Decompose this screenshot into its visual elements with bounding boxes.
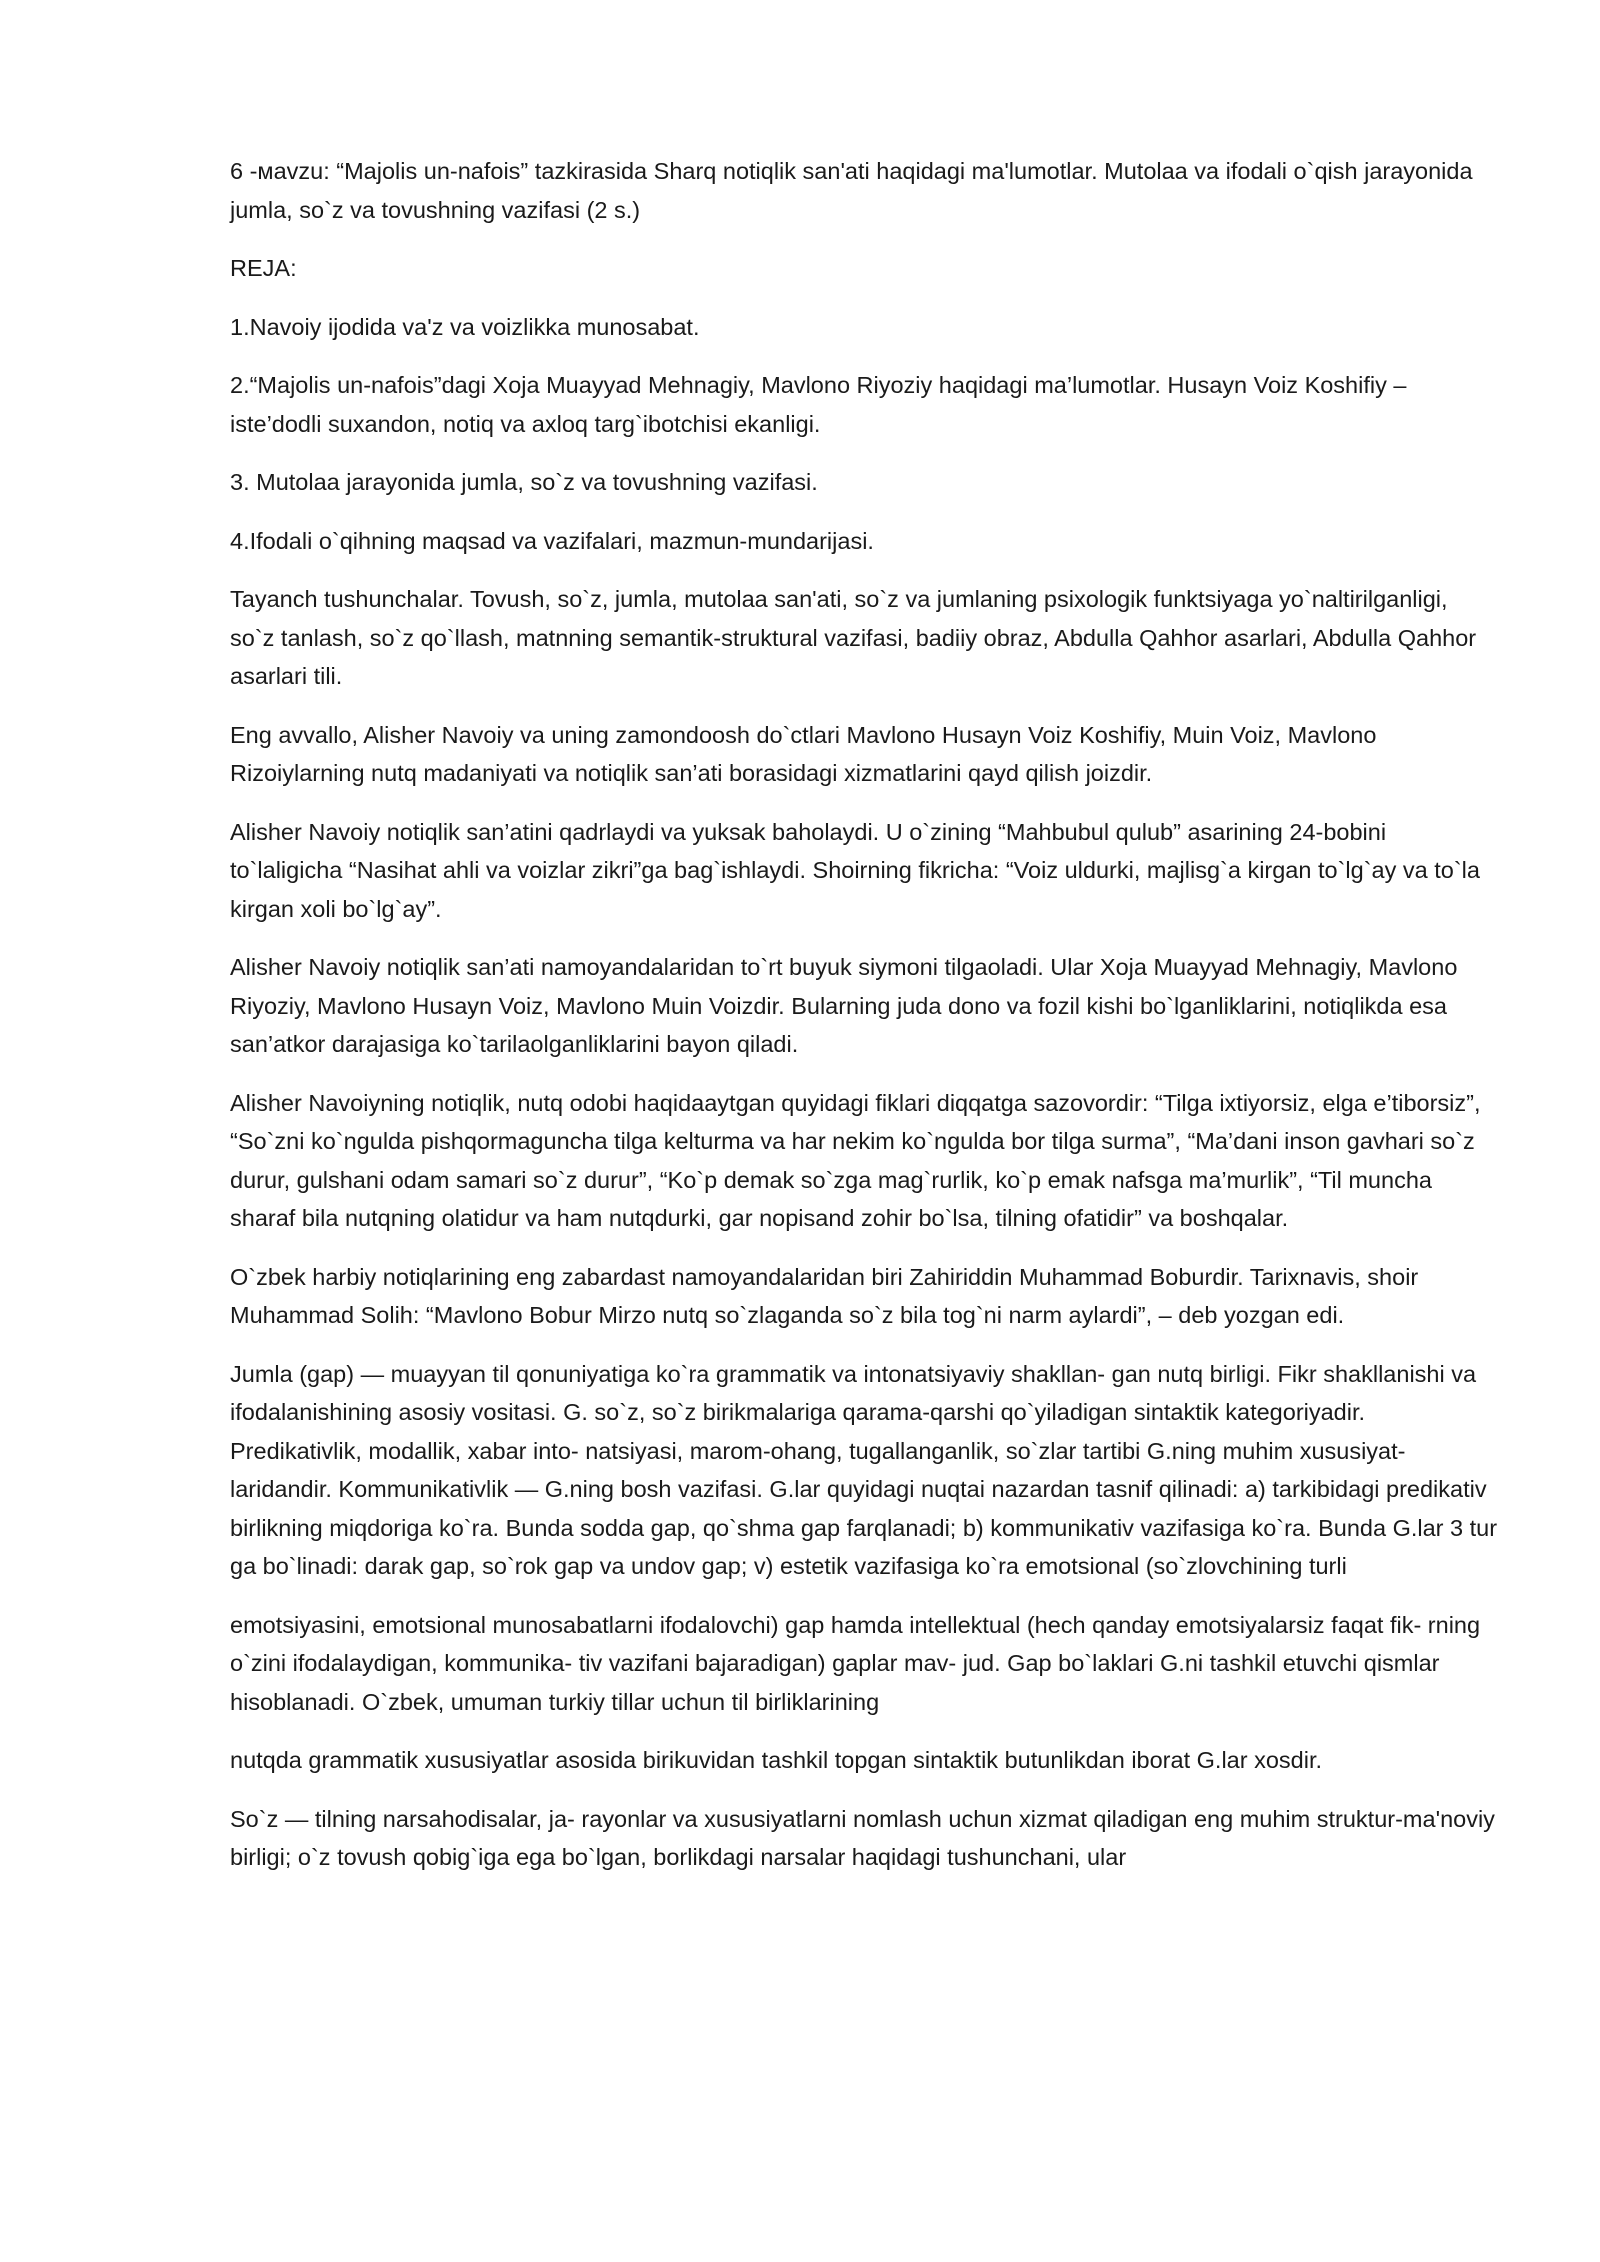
plan-item-4: 4.Ifodali o`qihning maqsad va vazifalari, mazmun-mundarijasi. [230, 527, 874, 554]
body-paragraph: Alisher Navoiy notiqlik san’atini qadrlaydi va yuksak baholaydi. U o`zining “Mahbubul qulub” asarining 24-bobini to`laligicha “Nasihat ahli va voizlar zikri”ga bag`ishlaydi. Shoirning fikricha: “Voiz uldurki, majlisg`a kirgan to`lg`ay va to`la kirgan xoli bo`lg`ay”. [230, 818, 1480, 922]
document-page [230, 152, 1498, 1897]
body-paragraph: nutqda grammatik xususiyatlar asosida birikuvidan tashkil topgan sintaktik butunlikdan iborat G.lar xosdir. [230, 1747, 1323, 1773]
plan-heading: REJA: [230, 255, 297, 281]
body-paragraph: O`zbek harbiy notiqlarining eng zabardast namoyandalaridan biri Zahiriddin Muhammad Boburdir. Tarixnavis, shoir Muhammad Solih: “Mavlono Bobur Mirzo nutq so`zlaganda so`z bila tog`ni narm aylardi”, – deb yozgan edi. [230, 1263, 1419, 1328]
plan-item-1: 1.Navoiy ijodida va'z va voizlikka munosabat. [230, 313, 700, 340]
body-paragraph: Alisher Navoiy notiqlik san’ati namoyandalaridan to`rt buyuk siymoni tilgaoladi. Ular Xoja Muayyad Mehnagiy, Mavlono Riyoziy, Mavlono Husayn Voiz, Mavlono Muin Voizdir. Bularning juda dono va fozil kishi bo`lganliklarini, notiqlikda esa san’atkor darajasiga ko`tarilaolganliklarini bayon qiladi. [230, 954, 1458, 1057]
body-paragraph: Eng avvallo, Alisher Navoiy va uning zamondoosh do`ctlari Mavlono Husayn Voiz Koshifiy, Muin Voiz, Mavlono Rizoiylarning nutq madaniyati va notiqlik san’ati borasidagi xizmatlarini qayd qilish joizdir. [230, 721, 1377, 786]
body-paragraph: So`z — tilning narsahodisalar, ja- rayonlar va xususiyatlarni nomlash uchun xizmat qiladigan eng muhim struktur-ma'noviy birligi; o`z tovush qobig`iga ega bo`lgan, borlikdagi narsalar haqidagi tushunchani, ular [230, 1805, 1495, 1870]
key-concepts-paragraph: Tayanch tushunchalar. Tovush, so`z, jumla, mutolaa san'ati, so`z va jumlaning psixologik funktsiyaga yo`naltirilganligi, so`z tanlash, so`z qo`llash, matnning semantik-struktural vazifasi, badiiy obraz, Abdulla Qahhor asarlari, Abdulla Qahhor asarlari tili. [230, 586, 1477, 689]
body-paragraph: Jumla (gap) — muayyan til qonuniyatiga ko`ra grammatik va intonatsiyaviy shakllan- gan nutq birligi. Fikr shakllanishi va ifodalanishining asosiy vositasi. G. so`z, so`z birikmalariga qarama-qarshi qo`yiladigan sintaktik kategoriyadir. Predikativlik, modallik, xabar into- natsiyasi, marom-ohang, tugallanganlik, so`zlar tartibi G.ning muhim xususiyat- laridandir. Kommunikativlik — G.ning bosh vazifasi. G.lar quyidagi nuqtai nazardan tasnif qilinadi: a) tarkibidagi predikativ birlikning miqdoriga ko`ra. Bunda sodda gap, qo`shma gap farqlanadi; b) kommunikativ vazifasiga ko`ra. Bunda G.lar 3 tur ga bo`linadi: darak gap, so`rok gap va undov gap; v) estetik vazifasiga ko`ra emotsional (so`zlovchining turli [230, 1360, 1498, 1579]
topic-title-paragraph: 6 -мavzu: “Majolis un-nafois” tazkirasida Sharq notiqlik san'ati haqidagi ma'lumotlar. Mutolaa va ifodali o`qish jarayonida jumla, so`z va tovushning vazifasi (2 s.) [230, 158, 1473, 223]
plan-item-2: 2.“Majolis un-nafois”dagi Xoja Muayyad Mehnagiy, Mavlono Riyoziy haqidagi ma’lumotlar. Husayn Voiz Koshifiy – iste’dodli suxandon, notiq va axloq targ`ibotchisi ekanligi. [230, 372, 1407, 437]
body-paragraph: emotsiyasini, emotsional munosabatlarni ifodalovchi) gap hamda intellektual (hech qanday emotsiyalarsiz faqat fik- rning o`zini ifodalaydigan, kommunika- tiv vazifani bajaradigan) gaplar mav- jud. Gap bo`laklari G.ni tashkil etuvchi qismlar hisoblanadi. O`zbek, umuman turkiy tillar uchun til birliklarining [230, 1611, 1481, 1715]
body-paragraph: Alisher Navoiyning notiqlik, nutq odobi haqidaaytgan quyidagi fiklari diqqatga sazovordir: “Tilga ixtiyorsiz, elga e’tiborsiz”, “So`zni ko`ngulda pishqormaguncha tilga kelturma va har nekim ko`ngulda bor tilga surma”, “Ma’dani inson gavhari so`z durur, gulshani odam samari so`z durur”, “Ko`p demak so`zga mag`rurlik, ko`p emak nafsga ma’murlik”, “Til muncha sharaf bila nutqning olatidur va ham nutqdurki, gar nopisand zohir bo`lsa, tilning ofatidir” va boshqalar. [230, 1089, 1481, 1231]
plan-item-3: 3. Mutolaa jarayonida jumla, so`z va tovushning vazifasi. [230, 469, 818, 495]
